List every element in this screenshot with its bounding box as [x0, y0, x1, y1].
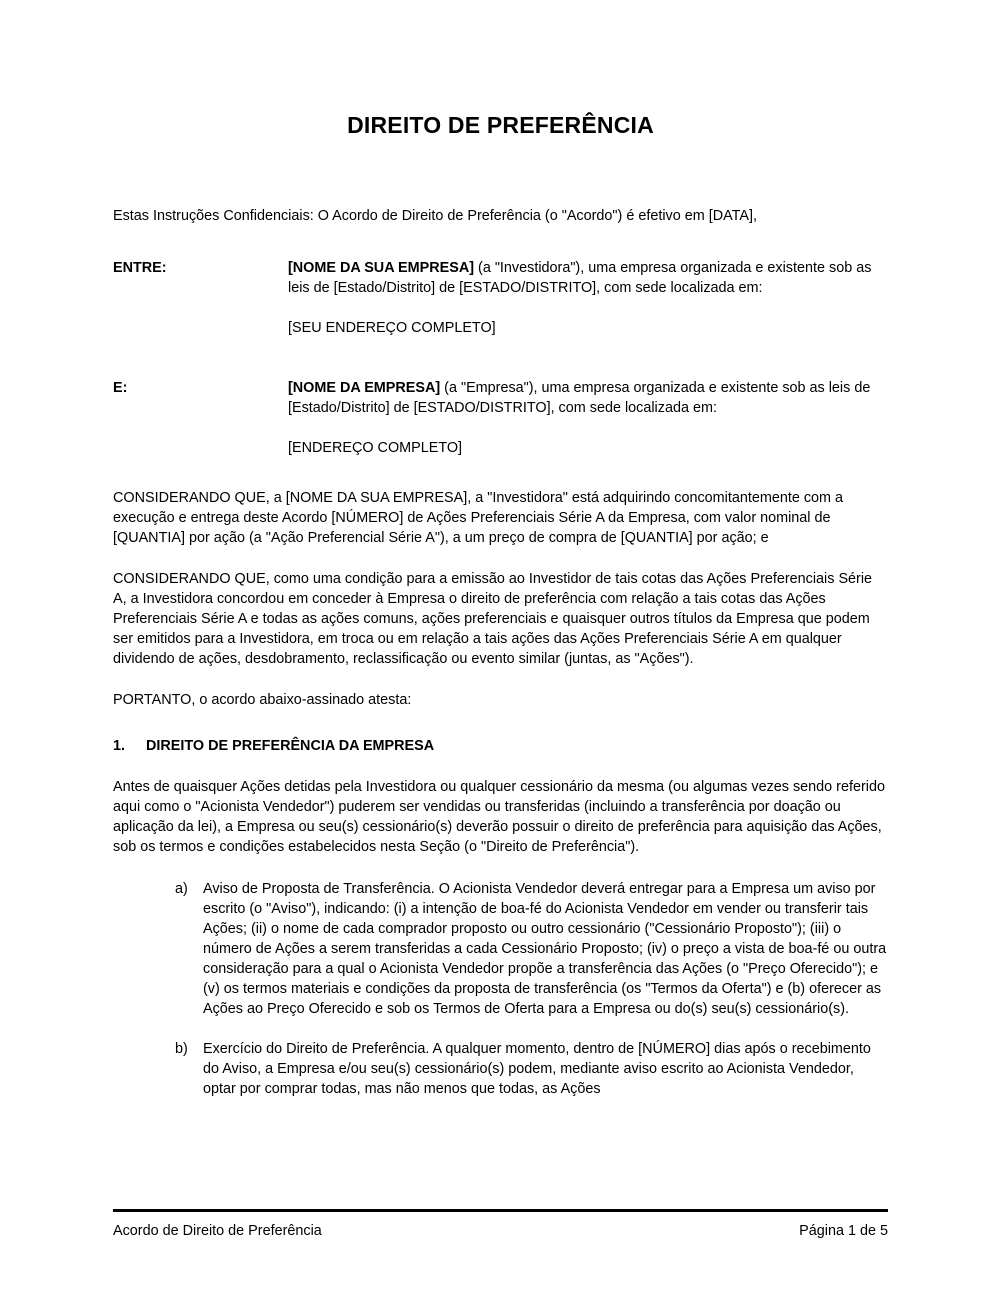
party-body-between — [288, 258, 888, 338]
list-item — [113, 879, 888, 1019]
list-text-a: Aviso de Proposta de Transferência. O Acionista Vendedor deverá entregar para a Empresa um aviso por escrito (o "Aviso"), indicando: (i) a intenção de boa-fé do Acionista Vendedor em vender ou transferir tais Ações; (ii) o nome de cada comprador proposto ou outro cessionário ("Cessionário Proposto"); (iii) o número de Ações a serem transferidas a cada Cessionário Proposto; (iv) o preço a vista de boa-fé ou outra consideração para a qual o Acionista Vendedor propõe a transferência das Ações (o "Preço Oferecido"); e (v) os termos materiais e condições da proposta de transferência (os "Termos da Oferta") e (b) oferecer as Ações ao Preço Oferecido e sob os Termos de Oferta para a Empresa ou do(s) seu(s) cessionário(s). — [203, 880, 887, 1017]
lettered-list — [113, 879, 888, 1099]
page-footer — [113, 1209, 888, 1241]
party-row-between — [113, 258, 888, 338]
party-description-between — [288, 258, 888, 298]
section-number-1: 1. — [113, 737, 126, 754]
section-title-1: DIREITO DE PREFERÊNCIA DA EMPRESA — [146, 737, 435, 754]
party-address-between: [SEU ENDEREÇO COMPLETO] — [288, 319, 496, 336]
party-label-between: ENTRE: — [113, 259, 167, 276]
footer-document-name: Acordo de Direito de Preferência — [113, 1223, 322, 1239]
party-details-and: (a "Empresa"), uma empresa organizada e existente sob as leis de [Estado/Distrito] de [ESTADO/DISTRITO], com sede localizada em: — [288, 379, 871, 416]
recital-first: CONSIDERANDO QUE, a [NOME DA SUA EMPRESA], a "Investidora" está adquirindo concomitantemente com a execução e entrega deste Acordo [NÚMERO] de Ações Preferenciais Série A da Empresa, com valor nominal de [QUANTIA] por ação (a "Ação Preferencial Série A"), a um preço de compra de [QUANTIA] por ação; e — [113, 489, 844, 546]
party-address-and: [ENDEREÇO COMPLETO] — [288, 439, 463, 456]
section-heading-1 — [113, 736, 888, 756]
list-item — [113, 1039, 888, 1099]
party-body-and — [288, 378, 888, 458]
document-content — [113, 0, 888, 1099]
section-body-1: Antes de quaisquer Ações detidas pela Investidora ou qualquer cessionário da mesma (ou algumas vezes sendo referido aqui como o "Acionista Vendedor") puderem ser vendidas ou transferidas (incluindo a transferência por doação ou aplicação da lei), a Empresa ou seu(s) cessionário(s) deverão possuir o direito de preferência para aquisição das Ações, sob os termos e condições estabelecidos nesta Seção (o "Direito de Preferência"). — [113, 778, 885, 855]
list-marker-a: a) — [175, 880, 188, 897]
list-text-b: Exercício do Direito de Preferência. A qualquer momento, dentro de [NÚMERO] dias após o recebimento do Aviso, a Empresa e/ou seu(s) cessionário(s) podem, mediante aviso escrito ao Acionista Vendedor, optar por comprar todas, mas não menos que todas, as Ações — [203, 1040, 871, 1097]
party-company-between: [NOME DA SUA EMPRESA] — [288, 259, 475, 276]
footer-row — [113, 1221, 888, 1241]
party-details-between: (a "Investidora"), uma empresa organizada e existente sob as leis de [Estado/Distrito] de [ESTADO/DISTRITO], com sede localizada em: — [288, 259, 872, 296]
party-company-and: [NOME DA EMPRESA] — [288, 379, 441, 396]
page-title: DIREITO DE PREFERÊNCIA — [347, 112, 654, 138]
party-label-and: E: — [113, 379, 128, 396]
footer-page-number: Página 1 de 5 — [799, 1223, 888, 1239]
party-description-and — [288, 378, 888, 418]
list-marker-b: b) — [175, 1040, 188, 1057]
recital-second: CONSIDERANDO QUE, como uma condição para a emissão ao Investidor de tais cotas das Ações Preferenciais Série A, a Investidora concordou em conceder à Empresa o direito de preferência com relação a tais cotas das Ações Preferenciais Série A e todas as ações comuns, ações preferenciais e quaisquer outros títulos da Empresa que podem ser emitidos para a Investidora, em troca ou em relação a tais ações das Ações Preferenciais Série A em qualquer dividendo de ações, desdobramento, reclassificação ou evento similar (juntas, as "Ações"). — [113, 570, 873, 667]
party-row-and — [113, 378, 888, 458]
intro-paragraph: Estas Instruções Confidenciais: O Acordo de Direito de Preferência (o "Acordo") é efetivo em [DATA], — [113, 207, 757, 224]
recital-portanto: PORTANTO, o acordo abaixo-assinado atesta: — [113, 691, 412, 708]
footer-divider — [113, 1209, 888, 1212]
